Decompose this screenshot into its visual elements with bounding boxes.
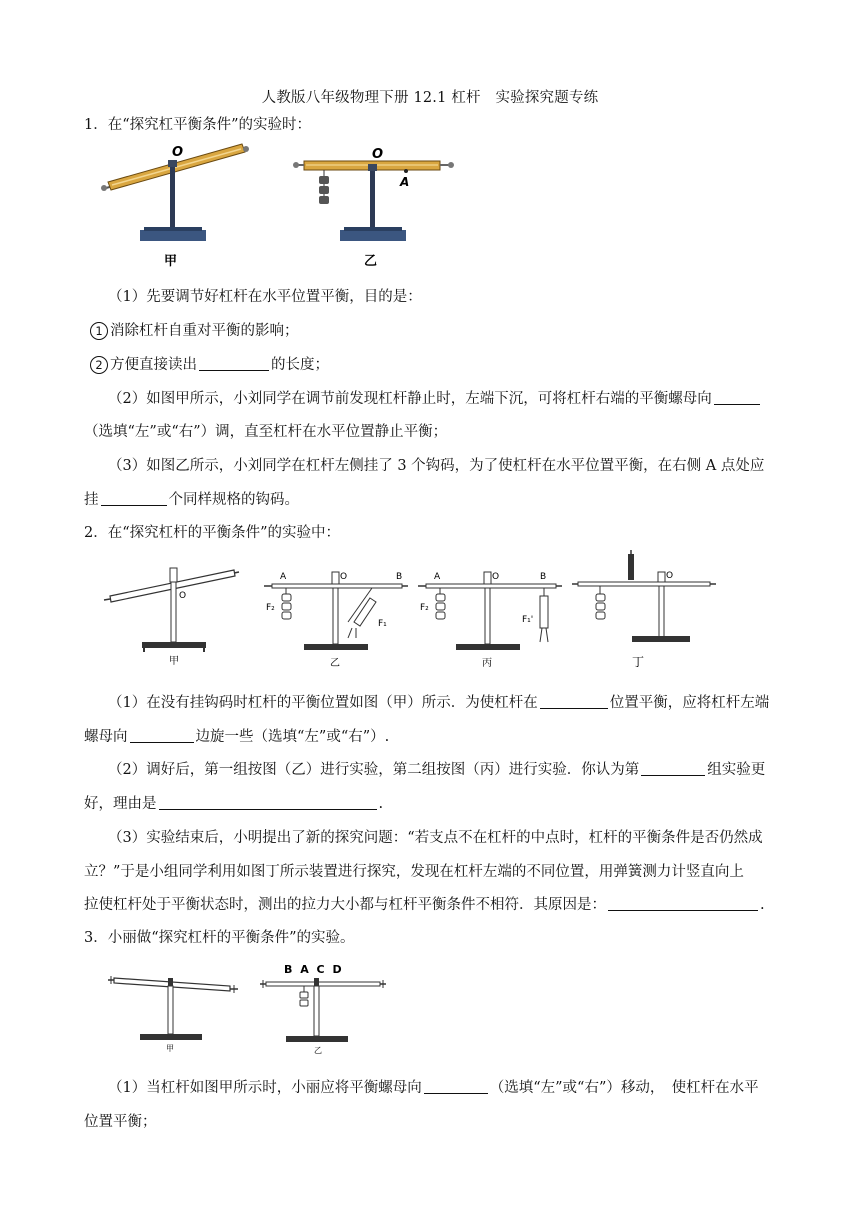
q1-figure-yi <box>292 138 462 270</box>
q2-part2b-post: . <box>378 796 384 812</box>
q2-blank-position[interactable] <box>540 694 608 709</box>
q2-yi-o-label: O <box>340 572 348 582</box>
q1-fig-jia-caption: 甲 <box>164 254 178 269</box>
q2-figure-ding <box>568 548 718 674</box>
q2-part1-pre: （1）在没有挂钩码时杠杆的平衡位置如图（甲）所示．为使杠杆在 <box>108 695 538 711</box>
q3-stem: 3．小丽做“探究杠杆的平衡条件”的实验。 <box>84 930 355 946</box>
q1-sub1 <box>90 319 299 340</box>
q3-yi-caption: 乙 <box>314 1046 322 1055</box>
q2-stem: 2．在“探究杠杆的平衡条件”的实验中： <box>84 525 341 541</box>
q1-part2-a-text: （2）如图甲所示，小刘同学在调节前发现杠杆静止时，左端下沉，可将杠杆右端的平衡螺母向 <box>108 391 712 407</box>
q2-jia-caption: 甲 <box>169 656 179 667</box>
q1-sub2-post: 的长度； <box>271 357 329 373</box>
q2-blank-side[interactable] <box>130 728 194 743</box>
q2-blank-cause[interactable] <box>608 896 758 911</box>
q1-part1: （1）先要调节好杠杆在水平位置平衡，目的是： <box>108 289 422 305</box>
q3-yi-letters: B A C D <box>284 963 344 976</box>
q2-part3-a: （3）实验结束后，小明提出了新的探究问题：“若支点不在杠杆的中点时，杠杆的平衡条件是否仍然成 <box>108 830 763 846</box>
q1-fig-jia-o-label: O <box>172 145 184 160</box>
q2-part2b-pre: 好，理由是 <box>84 796 157 812</box>
q1-sub2 <box>90 353 329 374</box>
q1-part2-b: （选填“左”或“右”）调，直至杠杆在水平位置静止平衡； <box>84 424 448 440</box>
q2-yi-b-label: B <box>396 572 403 582</box>
q2-bing-f2-label: F₂ <box>420 603 429 613</box>
q1-stem: 1．在“探究杠平衡条件”的实验时： <box>84 117 312 133</box>
q2-yi-a-label: A <box>280 572 287 582</box>
q2-figure-yi <box>260 566 410 674</box>
q2-part3-c <box>84 893 765 914</box>
q2-ding-caption: 丁 <box>632 655 645 669</box>
q1-blank-length[interactable] <box>199 356 269 371</box>
q1-sub2-pre: 方便直接读出 <box>110 357 197 373</box>
q2-part2-b <box>84 792 383 813</box>
q2-part2-post: 组实验更 <box>707 762 766 778</box>
q1-part2-a <box>108 387 762 408</box>
q3-figure-jia <box>106 964 242 1054</box>
q2-yi-f2-label: F₂ <box>266 603 275 613</box>
q1-part3-b-pre: 挂 <box>84 492 99 508</box>
q3-figure-yi <box>258 960 388 1056</box>
q1-fig-yi-caption: 乙 <box>364 254 378 269</box>
q2-part3c-pre: 拉使杠杆处于平衡状态时，测出的拉力大小都与杠杆平衡条件不相符．其原因是： <box>84 897 606 913</box>
q2-part1-a <box>108 691 769 712</box>
q3-part1-pre: （1）当杠杆如图甲所示时，小丽应将平衡螺母向 <box>108 1080 422 1096</box>
q1-fig-yi-o-label: O <box>372 147 384 162</box>
q2-blank-group[interactable] <box>641 761 705 776</box>
q2-part2-a <box>108 758 765 779</box>
q1-fig-yi-a-label: A <box>400 175 410 189</box>
q2-part1-mid: 位置平衡，应将杠杆左端 <box>609 695 770 711</box>
q2-bing-caption: 丙 <box>482 658 492 669</box>
q2-part2-pre: （2）调好后，第一组按图（乙）进行实验，第二组按图（丙）进行实验．你认为第 <box>108 762 640 778</box>
q1-blank-count[interactable] <box>101 491 167 506</box>
q3-part1-b: 位置平衡； <box>84 1114 157 1130</box>
q2-jia-o-label: O <box>179 591 187 601</box>
circled-number-1: 1 <box>90 322 108 340</box>
circled-number-2: 2 <box>90 356 108 374</box>
q1-part3-a: （3）如图乙所示，小刘同学在杠杆左侧挂了 3 个钩码，为了使杠杆在水平位置平衡，在右侧 A 点处应 <box>108 458 765 474</box>
q2-bing-a-label: A <box>434 572 441 582</box>
q2-yi-f1-label: F₁ <box>378 619 387 629</box>
q2-yi-caption: 乙 <box>330 658 340 669</box>
q1-figure-jia <box>98 138 258 270</box>
q2-part3-b: 立？”于是小组同学利用如图丁所示装置进行探究，发现在杠杆左端的不同位置，用弹簧测力计竖直向上 <box>84 864 744 880</box>
q2-blank-reason[interactable] <box>159 795 377 810</box>
q3-jia-caption: 甲 <box>166 1044 174 1053</box>
q1-part3-b <box>84 488 299 509</box>
q1-sub1-text: 消除杠杆自重对平衡的影响； <box>110 323 299 339</box>
q2-ding-o-label: O <box>666 571 674 581</box>
q3-part1-a <box>108 1076 759 1097</box>
q2-figure-bing <box>414 566 564 674</box>
q3-part1-post: （选填“左”或“右”）移动， 使杠杆在水平 <box>489 1080 759 1096</box>
q2-part1-b <box>84 725 389 746</box>
q3-blank-direction[interactable] <box>424 1079 488 1094</box>
q2-figure-jia <box>102 560 240 672</box>
page-title: 人教版八年级物理下册 12.1 杠杆 实验探究题专练 <box>261 90 599 106</box>
q2-bing-b-label: B <box>540 572 547 582</box>
q1-part3-b-post: 个同样规格的钩码。 <box>168 492 299 508</box>
q2-bing-o-label: O <box>492 572 500 582</box>
q2-part3c-post: . <box>760 897 765 913</box>
q2-part1b-pre: 螺母向 <box>84 729 128 745</box>
q2-bing-f1p-label: F₁' <box>522 615 534 625</box>
q1-blank-direction[interactable] <box>714 390 760 405</box>
q2-part1b-post: 边旋一些（选填“左”或“右”）. <box>195 729 390 745</box>
